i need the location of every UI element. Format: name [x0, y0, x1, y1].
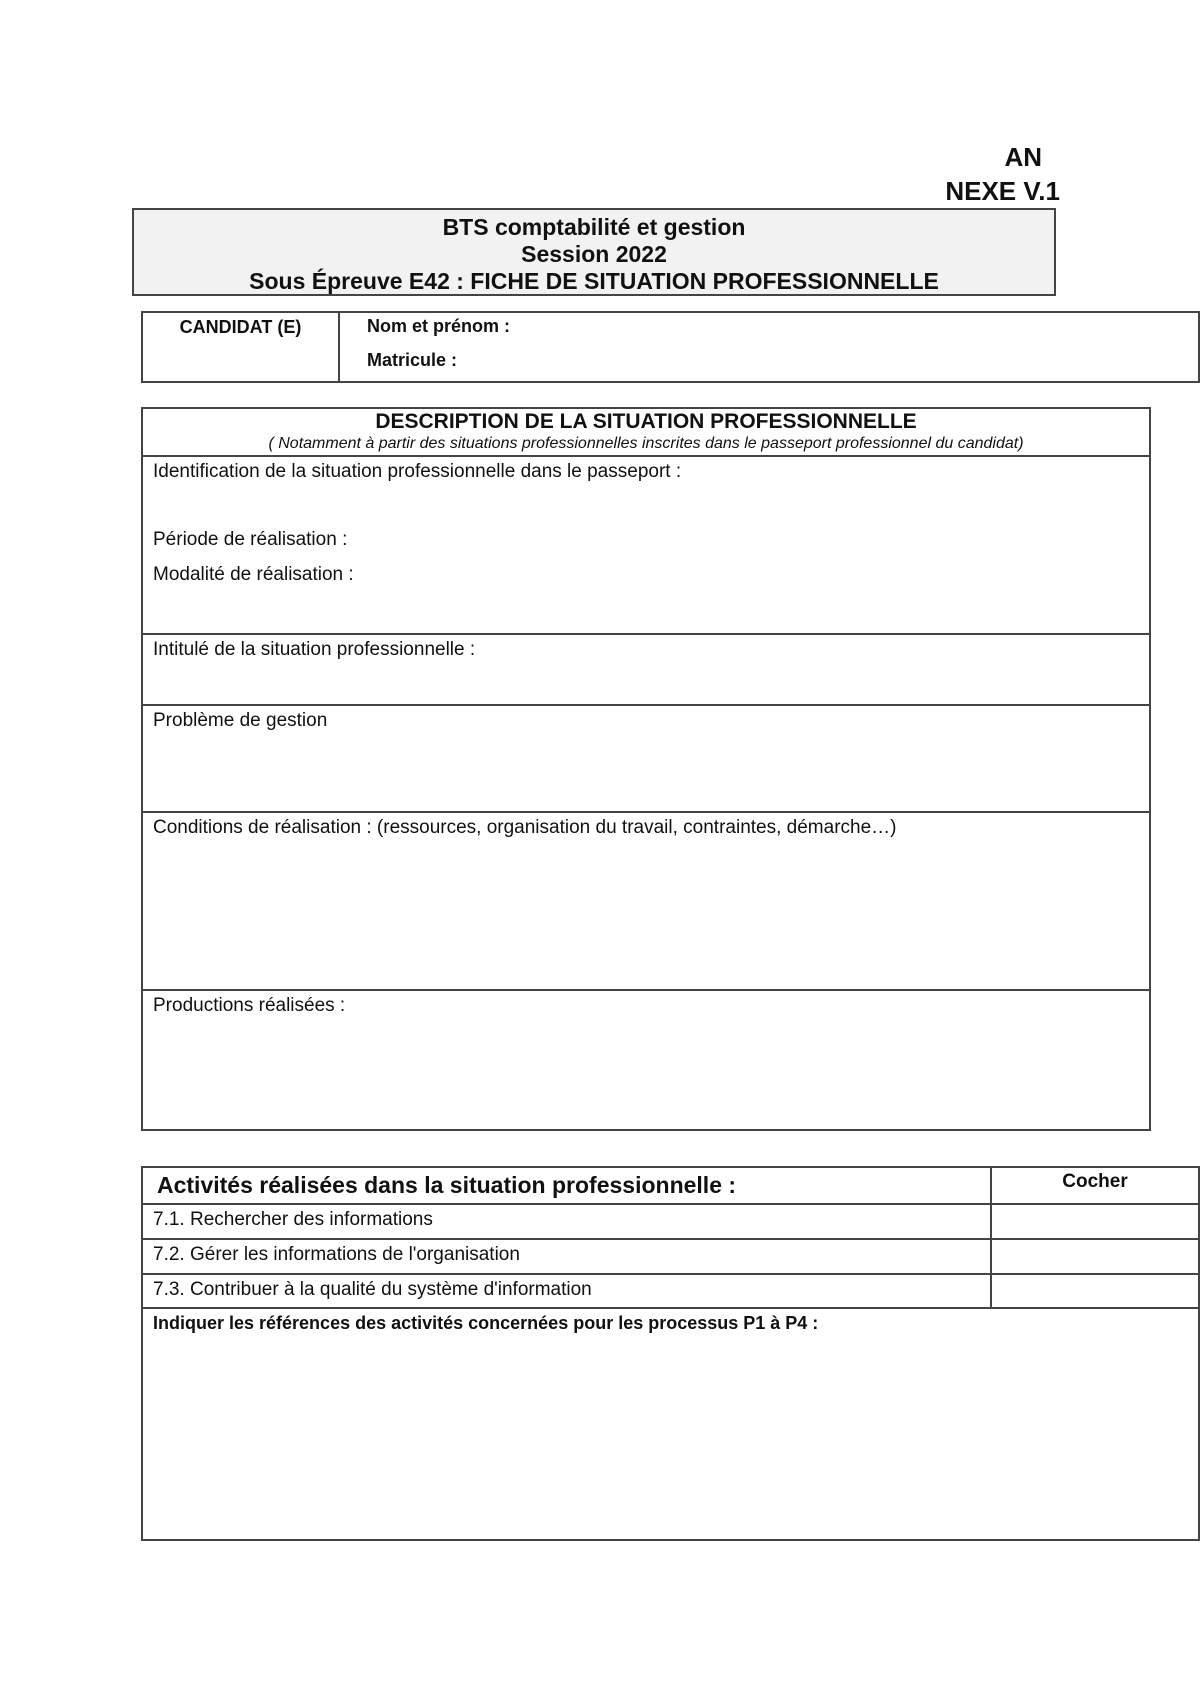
activities-title: Activités réalisées dans la situation professionnelle : — [143, 1168, 992, 1203]
activity-check-cell[interactable] — [992, 1275, 1198, 1307]
table-row — [143, 1240, 1198, 1275]
header-title: BTS comptabilité et gestion — [442, 214, 746, 240]
probleme-row[interactable] — [143, 706, 1149, 813]
check-column-header: Cocher — [1062, 1171, 1128, 1192]
productions-row[interactable] — [143, 991, 1149, 1131]
activity-label: 7.3. Contribuer à la qualité du système d'information — [143, 1275, 992, 1307]
candidate-label: CANDIDAT (E) — [143, 313, 340, 381]
header-session: Session 2022 — [521, 241, 667, 267]
header-subtitle: Sous Épreuve E42 : FICHE DE SITUATION PROFESSIONNELLE — [249, 268, 939, 294]
table-row — [143, 1275, 1198, 1309]
candidate-table — [141, 311, 1200, 383]
name-field[interactable]: Nom et prénom : — [367, 316, 511, 336]
exam-header — [132, 208, 1056, 296]
annexe-line1: AN — [1004, 142, 1042, 172]
productions-label: Productions réalisées : — [153, 995, 346, 1016]
description-header — [143, 409, 1149, 457]
activity-check-cell[interactable] — [992, 1240, 1198, 1273]
activity-check-cell[interactable] — [992, 1205, 1198, 1238]
conditions-label: Conditions de réalisation : (ressources, organisation du travail, contraintes, démarche…) — [153, 817, 897, 838]
activity-label: 7.1. Rechercher des informations — [143, 1205, 992, 1238]
annexe-line2: NEXE V.1 — [945, 176, 1060, 206]
conditions-row[interactable] — [143, 813, 1149, 991]
activity-label: 7.2. Gérer les informations de l'organisation — [143, 1240, 992, 1273]
periode-label: Période de réalisation : — [153, 529, 348, 550]
intitule-label: Intitulé de la situation professionnelle : — [153, 639, 476, 660]
table-row — [143, 1205, 1198, 1240]
identification-label: Identification de la situation professionnelle dans le passeport : — [153, 461, 682, 482]
annexe-label — [880, 140, 1060, 208]
activities-header-row — [143, 1168, 1198, 1205]
intitule-row[interactable] — [143, 635, 1149, 706]
candidate-fields — [340, 313, 1198, 381]
references-label[interactable]: Indiquer les références des activités concernées pour les processus P1 à P4 : — [153, 1313, 819, 1333]
description-subtitle: ( Notamment à partir des situations professionnelles inscrites dans le passeport professionnel du candidat) — [268, 435, 1024, 452]
description-title: DESCRIPTION DE LA SITUATION PROFESSIONNELLE — [375, 410, 917, 433]
matricule-field[interactable]: Matricule : — [367, 350, 458, 370]
description-table — [141, 407, 1151, 1131]
activities-table — [141, 1166, 1200, 1541]
probleme-label: Problème de gestion — [153, 710, 328, 731]
identification-row[interactable] — [143, 457, 1149, 635]
modalite-label: Modalité de réalisation : — [153, 564, 354, 585]
